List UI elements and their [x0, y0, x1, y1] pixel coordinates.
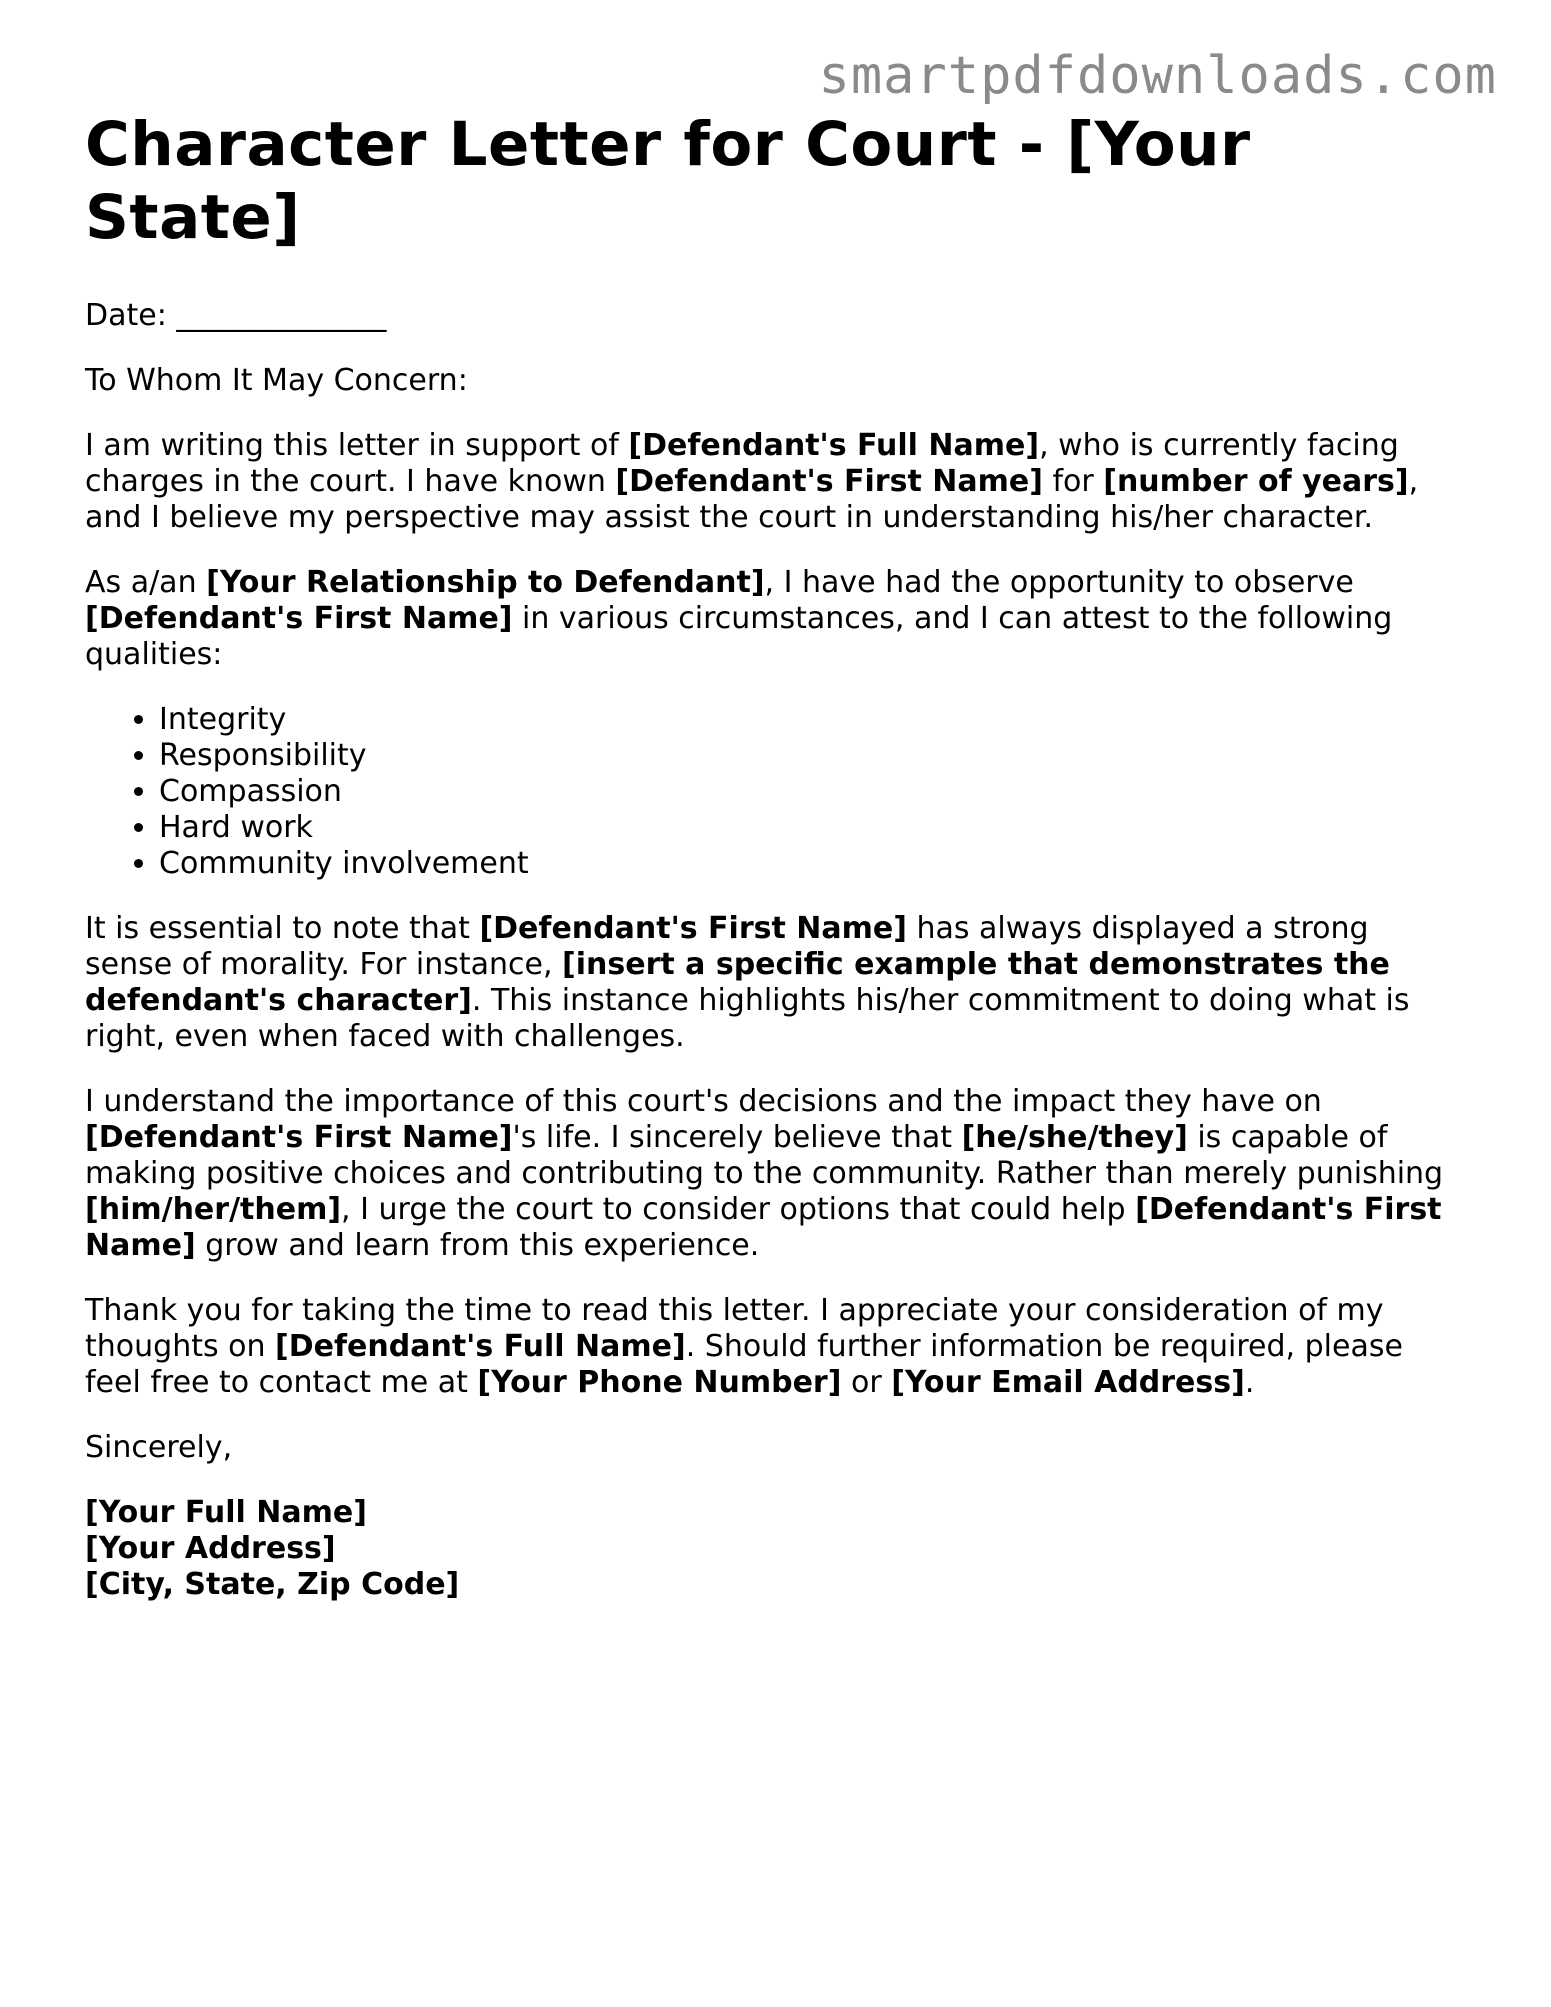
placeholder-defendant-full-name: [Defendant's Full Name]: [628, 428, 1040, 464]
placeholder-defendant-full-name: [Defendant's Full Name]: [275, 1329, 686, 1365]
paragraph-importance: I understand the importance of this court's decisions and the impact they have on [Defendant's First Name]'s life. I sincerely believe that [he/she/they] is capable of making positive choices and contributing to the community. Rather than merely punishing [him/her/them], I urge the court to consider options that could help [Defendant's First Name] grow and learn from this experience.: [85, 1084, 1444, 1264]
page-title: Character Letter for Court - [Your State]: [85, 109, 1251, 254]
watermark: smartpdfdownloads.com: [818, 46, 1497, 106]
signature-address: [Your Address]: [85, 1531, 336, 1567]
placeholder-pronoun: [he/she/they]: [961, 1120, 1188, 1156]
paragraph-morality: It is essential to note that [Defendant's First Name] has always displayed a strong sense of morality. For instance, [insert a specific example that demonstrates the defendant's character]. This instance highlights his/her commitment to doing what is right, even when faced with challenges.: [85, 911, 1410, 1055]
signature-name: [Your Full Name]: [85, 1495, 367, 1531]
placeholder-relationship: [Your Relationship to Defendant]: [206, 565, 765, 601]
list-item: • Responsibility: [159, 738, 1465, 774]
signature-block: [85, 1495, 1465, 1603]
paragraph-support: I am writing this letter in support of [Defendant's Full Name], who is currently facing charges in the court. I have known [Defendant's First Name] for [number of years], and I believe my perspective may assist the court in understanding his/her character.: [85, 428, 1419, 536]
closing: Sincerely,: [85, 1430, 233, 1466]
paragraph-thanks: Thank you for taking the time to read this letter. I appreciate your consideration of my thoughts on [Defendant's Full Name]. Should further information be required, please feel free to contact me at [Your Phone Number] or [Your Email Address].: [85, 1293, 1403, 1401]
paragraph-relationship: As a/an [Your Relationship to Defendant], I have had the opportunity to observe [Defendant's First Name] in various circumstances, and I can attest to the following qualities:: [85, 565, 1393, 673]
letter-page: [85, 108, 1465, 1632]
placeholder-defendant-first-name: [Defendant's First Name]: [479, 911, 907, 947]
list-item: • Community involvement: [159, 846, 1465, 882]
placeholder-defendant-first-name: [Defendant's First Name]: [85, 1120, 513, 1156]
placeholder-defendant-first-name: [Defendant's First Name]: [615, 464, 1043, 500]
placeholder-defendant-first-name: [Defendant's First Name]: [85, 1192, 1442, 1264]
placeholder-email-address: [Your Email Address]: [891, 1365, 1245, 1401]
date-line: Date: ______________: [85, 298, 387, 334]
qualities-list: [85, 702, 1465, 882]
salutation: To Whom It May Concern:: [85, 363, 468, 399]
list-item: • Hard work: [159, 810, 1465, 846]
placeholder-specific-example: [insert a specific example that demonstrates the defendant's character]: [85, 947, 1390, 1019]
placeholder-object-pronoun: [him/her/them]: [85, 1192, 342, 1228]
placeholder-phone-number: [Your Phone Number]: [477, 1365, 842, 1401]
list-item: • Compassion: [159, 774, 1465, 810]
list-item: • Integrity: [159, 702, 1465, 738]
placeholder-defendant-first-name: [Defendant's First Name]: [85, 601, 513, 637]
signature-city-state-zip: [City, State, Zip Code]: [85, 1567, 460, 1603]
placeholder-number-of-years: [number of years]: [1103, 464, 1409, 500]
